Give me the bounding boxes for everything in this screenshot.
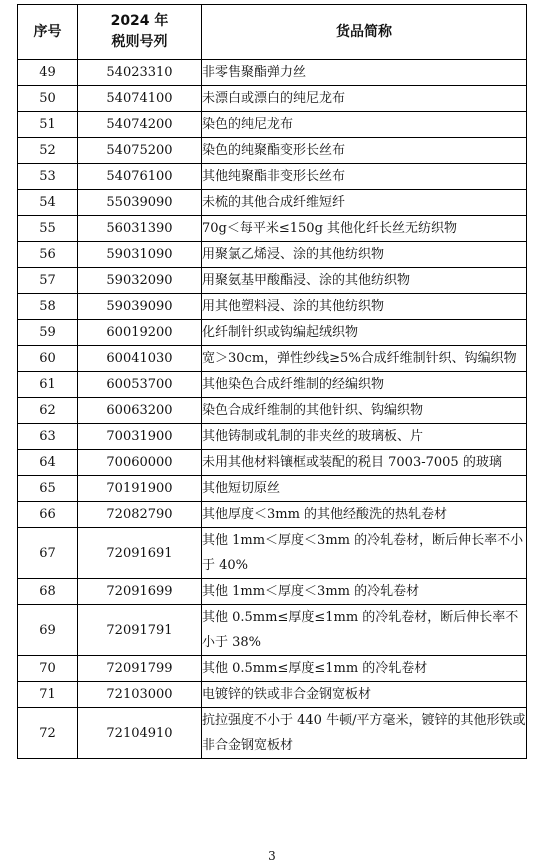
row-goods-name-cell: 化纤制针织或钩编起绒织物 <box>202 320 527 346</box>
header-tariff-code-year: 2024 年 <box>110 13 169 29</box>
row-goods-name-cell: 其他 0.5mm≤厚度≤1mm 的冷轧卷材，断后伸长率不小于 38% <box>202 605 527 656</box>
row-goods-name-cell: 其他厚度＜3mm 的其他经酸洗的热轧卷材 <box>202 502 527 528</box>
table-row <box>18 190 527 216</box>
row-goods-name-cell: 其他 1mm＜厚度＜3mm 的冷轧卷材，断后伸长率不小于 40% <box>202 528 527 579</box>
table-row <box>18 476 527 502</box>
table-row <box>18 294 527 320</box>
table-header <box>18 5 527 60</box>
row-tariff-code-cell: 55039090 <box>78 190 202 216</box>
row-tariff-code-cell: 60063200 <box>78 398 202 424</box>
row-seq-cell: 67 <box>18 528 78 579</box>
row-seq-cell: 50 <box>18 86 78 112</box>
table-row <box>18 372 527 398</box>
page-number: 3 <box>268 849 276 863</box>
row-seq-cell: 52 <box>18 138 78 164</box>
header-tariff-code <box>78 5 202 60</box>
row-tariff-code-cell: 72091699 <box>78 579 202 605</box>
table-row <box>18 579 527 605</box>
header-row <box>18 5 527 60</box>
row-seq-cell: 51 <box>18 112 78 138</box>
row-goods-name-cell: 染色的纯尼龙布 <box>202 112 527 138</box>
row-goods-name-cell: 其他染色合成纤维制的经编织物 <box>202 372 527 398</box>
row-goods-name-cell: 其他 1mm＜厚度＜3mm 的冷轧卷材 <box>202 579 527 605</box>
row-tariff-code-cell: 54076100 <box>78 164 202 190</box>
row-tariff-code-cell: 60053700 <box>78 372 202 398</box>
table-row <box>18 682 527 708</box>
row-seq-cell: 54 <box>18 190 78 216</box>
row-tariff-code-cell: 72104910 <box>78 708 202 759</box>
row-goods-name-cell: 未梳的其他合成纤维短纤 <box>202 190 527 216</box>
row-seq-cell: 70 <box>18 656 78 682</box>
row-seq-cell: 57 <box>18 268 78 294</box>
row-goods-name-cell: 用其他塑料浸、涂的其他纺织物 <box>202 294 527 320</box>
table-row <box>18 320 527 346</box>
table-row <box>18 242 527 268</box>
row-tariff-code-cell: 72091791 <box>78 605 202 656</box>
row-tariff-code-cell: 60041030 <box>78 346 202 372</box>
row-tariff-code-cell: 59032090 <box>78 268 202 294</box>
row-seq-cell: 49 <box>18 60 78 86</box>
header-goods-name: 货品简称 <box>202 5 527 60</box>
row-seq-cell: 53 <box>18 164 78 190</box>
row-goods-name-cell: 染色合成纤维制的其他针织、钩编织物 <box>202 398 527 424</box>
row-goods-name-cell: 染色的纯聚酯变形长丝布 <box>202 138 527 164</box>
row-goods-name-cell: 70g＜每平米≤150g 其他化纤长丝无纺织物 <box>202 216 527 242</box>
row-goods-name-cell: 宽＞30cm，弹性纱线≥5%合成纤维制针织、钩编织物 <box>202 346 527 372</box>
row-seq-cell: 56 <box>18 242 78 268</box>
row-goods-name-cell: 未用其他材料镶框或装配的税目 7003-7005 的玻璃 <box>202 450 527 476</box>
row-seq-cell: 59 <box>18 320 78 346</box>
row-tariff-code-cell: 72091691 <box>78 528 202 579</box>
table-row <box>18 346 527 372</box>
row-seq-cell: 55 <box>18 216 78 242</box>
row-seq-cell: 66 <box>18 502 78 528</box>
row-seq-cell: 72 <box>18 708 78 759</box>
row-seq-cell: 65 <box>18 476 78 502</box>
table-row <box>18 502 527 528</box>
row-seq-cell: 60 <box>18 346 78 372</box>
row-tariff-code-cell: 59031090 <box>78 242 202 268</box>
table-row <box>18 86 527 112</box>
table-row <box>18 398 527 424</box>
table-row <box>18 605 527 656</box>
row-tariff-code-cell: 70031900 <box>78 424 202 450</box>
row-tariff-code-cell: 54023310 <box>78 60 202 86</box>
header-seq: 序号 <box>18 5 78 60</box>
table-row <box>18 268 527 294</box>
row-goods-name-cell: 其他铸制或轧制的非夹丝的玻璃板、片 <box>202 424 527 450</box>
row-tariff-code-cell: 72082790 <box>78 502 202 528</box>
table-row <box>18 656 527 682</box>
header-tariff-code-label: 税则号列 <box>111 34 168 50</box>
row-goods-name-cell: 电镀锌的铁或非合金钢宽板材 <box>202 682 527 708</box>
row-tariff-code-cell: 70060000 <box>78 450 202 476</box>
row-tariff-code-cell: 56031390 <box>78 216 202 242</box>
table-row <box>18 60 527 86</box>
table-row <box>18 216 527 242</box>
row-tariff-code-cell: 70191900 <box>78 476 202 502</box>
table-row <box>18 164 527 190</box>
table-row <box>18 528 527 579</box>
table-row <box>18 138 527 164</box>
table-row <box>18 708 527 759</box>
row-goods-name-cell: 用聚氯乙烯浸、涂的其他纺织物 <box>202 242 527 268</box>
row-seq-cell: 63 <box>18 424 78 450</box>
row-seq-cell: 64 <box>18 450 78 476</box>
row-goods-name-cell: 其他短切原丝 <box>202 476 527 502</box>
row-seq-cell: 69 <box>18 605 78 656</box>
row-tariff-code-cell: 72103000 <box>78 682 202 708</box>
row-tariff-code-cell: 59039090 <box>78 294 202 320</box>
row-seq-cell: 61 <box>18 372 78 398</box>
table-row <box>18 112 527 138</box>
row-tariff-code-cell: 60019200 <box>78 320 202 346</box>
row-goods-name-cell: 抗拉强度不小于 440 牛顿/平方毫米，镀锌的其他形铁或非合金钢宽板材 <box>202 708 527 759</box>
row-tariff-code-cell: 54074200 <box>78 112 202 138</box>
row-tariff-code-cell: 54075200 <box>78 138 202 164</box>
row-seq-cell: 58 <box>18 294 78 320</box>
row-tariff-code-cell: 72091799 <box>78 656 202 682</box>
row-goods-name-cell: 用聚氨基甲酸酯浸、涂的其他纺织物 <box>202 268 527 294</box>
row-goods-name-cell: 其他 0.5mm≤厚度≤1mm 的冷轧卷材 <box>202 656 527 682</box>
row-seq-cell: 62 <box>18 398 78 424</box>
table-body <box>18 60 527 759</box>
row-goods-name-cell: 未漂白或漂白的纯尼龙布 <box>202 86 527 112</box>
row-goods-name-cell: 非零售聚酯弹力丝 <box>202 60 527 86</box>
table-row <box>18 450 527 476</box>
row-seq-cell: 71 <box>18 682 78 708</box>
table-row <box>18 424 527 450</box>
tariff-table <box>17 4 527 759</box>
row-goods-name-cell: 其他纯聚酯非变形长丝布 <box>202 164 527 190</box>
row-seq-cell: 68 <box>18 579 78 605</box>
row-tariff-code-cell: 54074100 <box>78 86 202 112</box>
